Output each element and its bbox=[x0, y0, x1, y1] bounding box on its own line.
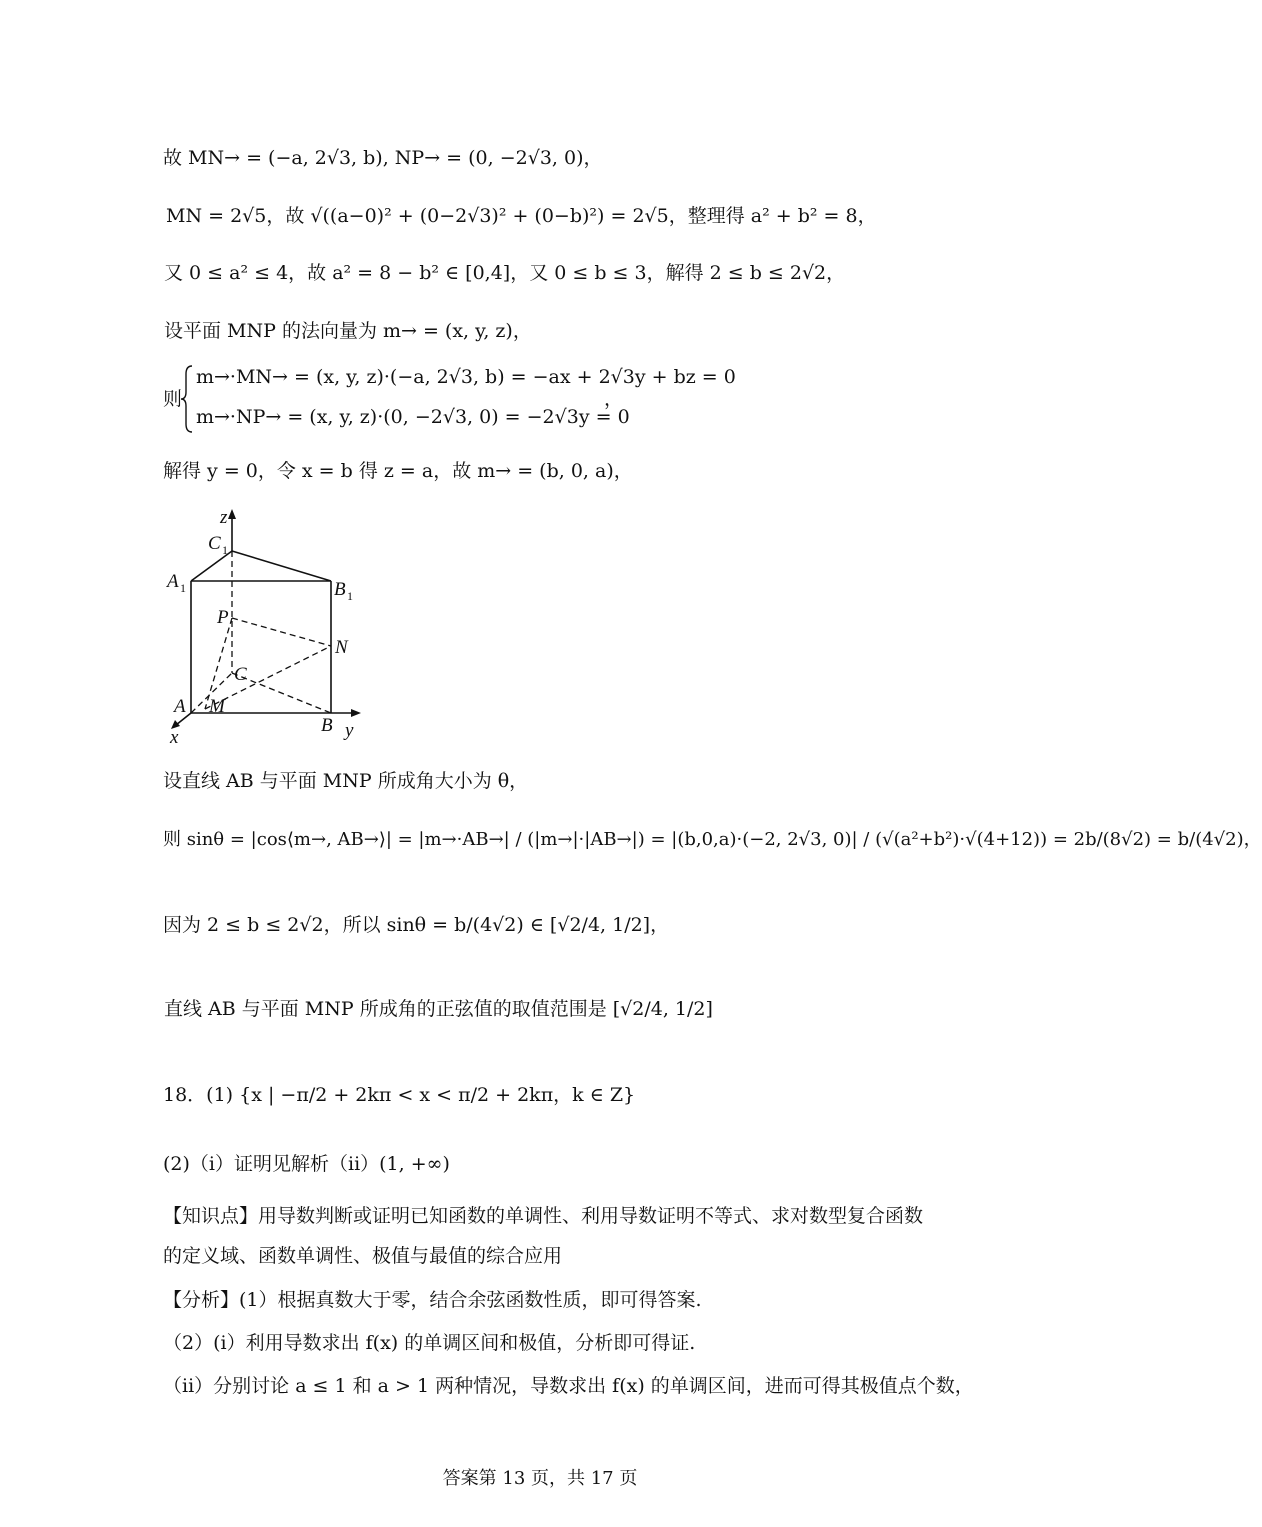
line-sin-theta-formula: 则 sinθ = |cos⟨m→, AB→⟩| = |m→·AB→| / (|m→|·|AB→|) = |(b,0,a)·(−2, 2√3, 0)| / (√(a²+b²)·√(4+12)) = 2b/(8√2) = b/(4√2)， bbox=[163, 829, 1262, 850]
prism-diagram bbox=[160, 505, 380, 750]
line-sin-theta-range: 因为 2 ≤ b ≤ 2√2，所以 sinθ = b/(4√2) ∈ [√2/4, 1/2]， bbox=[163, 914, 670, 936]
system-brace bbox=[180, 364, 194, 434]
system-eq-2: m→·NP→ = (x, y, z)·(0, −2√3, 0) = −2√3y = 0 bbox=[196, 406, 630, 428]
knowledge-points-line1: 【知识点】用导数判断或证明已知函数的单调性、利用导数证明不等式、求对数型复合函数 bbox=[163, 1205, 924, 1227]
label-x: x bbox=[170, 727, 179, 748]
y-axis-arrow bbox=[351, 709, 361, 717]
system-eq-1: m→·MN→ = (x, y, z)·(−a, 2√3, b) = −ax + 2√3y + bz = 0 bbox=[196, 366, 736, 388]
prism-figure bbox=[160, 505, 380, 750]
label-c1: C bbox=[208, 533, 221, 554]
label-b1: B bbox=[334, 579, 346, 600]
label-b1-sub: 1 bbox=[347, 589, 353, 603]
label-a1-sub: 1 bbox=[180, 581, 186, 595]
system-suffix: ， bbox=[604, 388, 624, 410]
edge-c-b bbox=[232, 673, 331, 713]
line-b-range: 又 0 ≤ a² ≤ 4，故 a² = 8 − b² ∈ [0,4]，又 0 ≤ b ≤ 3，解得 2 ≤ b ≤ 2√2， bbox=[164, 262, 846, 284]
segment-p-n bbox=[232, 618, 331, 646]
label-z: z bbox=[220, 507, 228, 528]
line-conclusion: 直线 AB 与平面 MNP 所成角的正弦值的取值范围是 [√2/4, 1/2] bbox=[164, 998, 713, 1020]
label-a1: A bbox=[167, 571, 179, 592]
answer-18-part2: (2)（i）证明见解析（ii）(1, +∞) bbox=[163, 1153, 450, 1175]
line-angle-def: 设直线 AB 与平面 MNP 所成角大小为 θ， bbox=[163, 770, 529, 792]
line-normal-vector-def: 设平面 MNP 的法向量为 m→ = (x, y, z)， bbox=[164, 320, 532, 342]
label-c1-sub: 1 bbox=[222, 543, 228, 557]
label-p: P bbox=[217, 607, 229, 628]
page-footer: 答案第 13 页，共 17 页 bbox=[442, 1468, 638, 1489]
line-solve-normal: 解得 y = 0，令 x = b 得 z = a，故 m→ = (b, 0, a)， bbox=[163, 460, 633, 482]
label-y: y bbox=[345, 720, 354, 741]
label-c: C bbox=[234, 664, 247, 685]
line-vectors-mn-np: 故 MN→ = (−a, 2√3, b), NP→ = (0, −2√3, 0)， bbox=[163, 147, 603, 169]
answer-18-part1: 18．(1) {x | −π/2 + 2kπ < x < π/2 + 2kπ，k ∈ Z} bbox=[163, 1084, 636, 1106]
label-n: N bbox=[335, 637, 348, 658]
label-m: M bbox=[209, 696, 225, 717]
label-a: A bbox=[174, 696, 186, 717]
z-axis-arrow bbox=[228, 509, 236, 519]
analysis-part2-ii: （ii）分别讨论 a ≤ 1 和 a > 1 两种情况，导数求出 f(x) 的单调区间，进而可得其极值点个数， bbox=[163, 1375, 974, 1397]
label-b: B bbox=[321, 715, 333, 736]
analysis-part1: 【分析】(1）根据真数大于零，结合余弦函数性质，即可得答案. bbox=[163, 1289, 702, 1311]
knowledge-points-line2: 的定义域、函数单调性、极值与最值的综合应用 bbox=[163, 1245, 563, 1267]
edge-c1-b1 bbox=[232, 551, 331, 581]
analysis-part2-i: （2）(i）利用导数求出 f(x) 的单调区间和极值，分析即可得证. bbox=[163, 1332, 696, 1354]
line-mn-length: MN = 2√5，故 √((a−0)² + (0−2√3)² + (0−b)²) = 2√5，整理得 a² + b² = 8， bbox=[166, 205, 877, 227]
system-prefix: 则 bbox=[163, 388, 183, 410]
